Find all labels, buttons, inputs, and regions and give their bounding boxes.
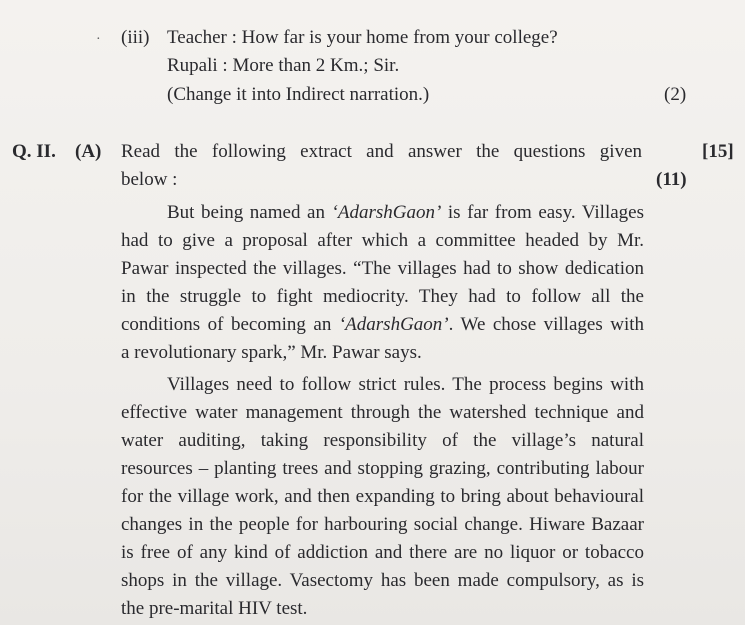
question-number-iii: (iii) [121, 27, 150, 48]
q2-instruction-line1: Read the following extract and answer the questions given [121, 141, 642, 162]
rupali-dialogue: Rupali : More than 2 Km.; Sir. [167, 55, 400, 76]
sub-marks: (11) [656, 169, 687, 190]
marks-iii: (2) [664, 84, 687, 105]
para2-line5: for the village work, and then expanding to bring about behavioural [121, 486, 644, 507]
para2-line7: is free of any kind of addiction and there are no liquor or tobacco [121, 542, 644, 563]
para1-line6: a revolutionary spark,” Mr. Pawar says. [121, 342, 422, 363]
total-marks: [15] [702, 141, 734, 162]
para1-line4: in the struggle to fight mediocrity. They had to follow all the [121, 286, 644, 307]
para1-line1: But being named an ‘AdarshGaon’ is far from easy. Villages [167, 202, 644, 223]
question-instruction: (Change it into Indirect narration.) [167, 84, 430, 105]
question-label-q2: Q. II. [12, 141, 56, 162]
para2-line4: resources – planting trees and stopping grazing, contributing labour [121, 458, 644, 479]
para2-line1: Villages need to follow strict rules. The process begins with [167, 374, 644, 395]
para2-line9: the pre-marital HIV test. [121, 598, 308, 619]
teacher-dialogue: Teacher : How far is your home from your college? [167, 27, 558, 48]
para1-line3: Pawar inspected the villages. “The villages had to show dedication [121, 258, 644, 279]
q2-instruction-line2: below : [121, 169, 178, 190]
sub-question-label-a: (A) [75, 141, 102, 162]
bullet-mark: · [96, 32, 101, 47]
para2-line8: shops in the village. Vasectomy has been made compulsory, as is [121, 570, 644, 591]
para2-line6: changes in the people for harbouring social change. Hiware Bazaar [121, 514, 644, 535]
para2-line3: water auditing, taking responsibility of the village’s natural [121, 430, 644, 451]
para1-line2: had to give a proposal after which a committee headed by Mr. [121, 230, 644, 251]
para1-line5: conditions of becoming an ‘AdarshGaon’. We chose villages with [121, 314, 644, 335]
para2-line2: effective water management through the watershed technique and [121, 402, 644, 423]
